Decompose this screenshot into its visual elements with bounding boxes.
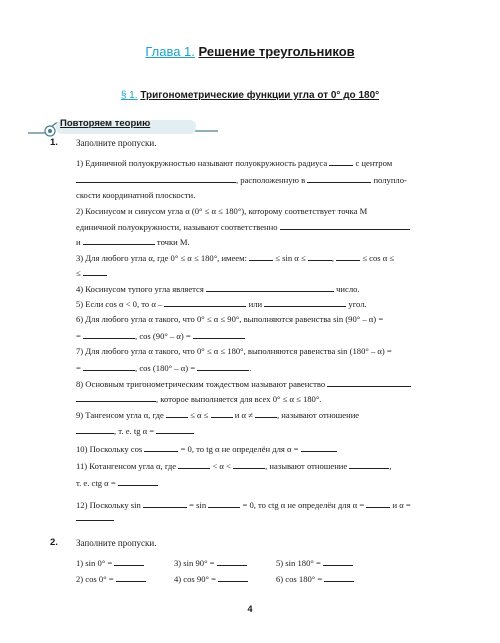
blank[interactable] [156, 425, 194, 434]
blank[interactable] [349, 460, 389, 469]
task-title: Заполните пропуски. [76, 138, 157, 148]
blank[interactable] [83, 330, 135, 339]
text-line: 1) Единичной полуокружностью называют полуокружность радиуса с центром [76, 158, 393, 168]
text-line: и точки M. [76, 237, 190, 247]
answer-item: 4) cos 90° = [174, 573, 248, 585]
blank[interactable] [83, 236, 155, 245]
blank[interactable] [166, 409, 188, 418]
section-prefix: § 1. [120, 90, 138, 101]
answer-item: 1) sin 0° = [76, 557, 144, 569]
task-number: 1. [50, 137, 58, 148]
text-line: т. е. ctg α = [76, 477, 158, 489]
banner-label: Повторяем теорию [60, 118, 151, 129]
blank[interactable] [366, 499, 390, 508]
blank[interactable] [83, 362, 135, 371]
text-line: единичной полуокружности, называют соответственно [76, 221, 410, 233]
blank[interactable] [76, 393, 156, 402]
blank[interactable] [329, 157, 353, 166]
text-line: 7) Для любого угла α такого, что 0° ≤ α ≤ 180°, выполняются равенства sin (180° – α) = [76, 346, 392, 356]
text-line: скости координатной плоскости. [76, 190, 196, 200]
text-line [76, 512, 114, 524]
blank[interactable] [178, 460, 210, 469]
blank[interactable] [76, 425, 114, 434]
text-line: , расположенную в полупло- [76, 174, 407, 186]
answer-item: 2) cos 0° = [76, 573, 146, 585]
text-line: 6) Для любого угла α такого, что 0° ≤ α ≤ 90°, выполняются равенства sin (90° – α) = [76, 314, 384, 324]
blank[interactable] [255, 409, 277, 418]
blank[interactable] [323, 557, 353, 566]
text-line: , т. е. tg α = [76, 425, 194, 437]
text-line: 9) Тангенсом угла α, где ≤ α ≤ и α ≠ , называют отношение [76, 410, 360, 420]
blank[interactable] [217, 557, 247, 566]
blank[interactable] [308, 252, 332, 261]
blank[interactable] [301, 443, 337, 452]
blank[interactable] [193, 330, 245, 339]
text-line: 4) Косинусом тупого угла является число. [76, 284, 360, 294]
text-line: 11) Котангенсом угла α, где < α < , называют отношение , [76, 461, 392, 471]
text-line: = , cos (90° – α) = [76, 330, 245, 342]
blank[interactable] [233, 460, 265, 469]
blank[interactable] [144, 443, 178, 452]
blank[interactable] [118, 477, 158, 486]
blank[interactable] [336, 252, 360, 261]
answer-item: 6) cos 180° = [276, 573, 354, 585]
blank[interactable] [211, 409, 233, 418]
blank[interactable] [76, 512, 114, 521]
chapter-title [0, 44, 500, 59]
text-line: = , cos (180° – α) = . [76, 363, 252, 373]
blank[interactable] [76, 174, 236, 183]
text-line: 2) Косинусом и синусом угла α (0° ≤ α ≤ 180°), которому соответствует точка M [76, 206, 368, 216]
blank[interactable] [164, 298, 246, 307]
text-line: 10) Поскольку cos = 0, то tg α не определён для α = [76, 443, 337, 455]
chapter-name: Решение треугольников [198, 44, 355, 59]
answer-item: 5) sin 180° = [276, 557, 353, 569]
task-title: Заполните пропуски. [76, 538, 157, 548]
chapter-prefix: Глава 1. [145, 44, 195, 59]
blank[interactable] [327, 378, 411, 387]
text-line: ≤ [76, 267, 107, 279]
blank[interactable] [218, 573, 248, 582]
blank[interactable] [114, 557, 144, 566]
text-line: 3) Для любого угла α, где 0° ≤ α ≤ 180°, имеем: ≤ sin α ≤ , ≤ cos α ≤ [76, 253, 395, 263]
text-line: 5) Если cos α < 0, то α – или угол. [76, 299, 367, 309]
blank[interactable] [197, 362, 249, 371]
text-line: 8) Основным тригонометрическим тождеством называют равенство [76, 378, 411, 390]
section-title [0, 90, 500, 101]
blank[interactable] [83, 267, 107, 276]
text-line: , которое выполняется для всех 0° ≤ α ≤ 180°. [76, 393, 321, 405]
blank[interactable] [307, 174, 371, 183]
task-number: 2. [50, 537, 58, 548]
blank[interactable] [116, 573, 146, 582]
blank[interactable] [249, 252, 273, 261]
blank[interactable] [208, 499, 240, 508]
blank[interactable] [280, 221, 410, 230]
text-line: 12) Поскольку sin = sin = 0, то ctg α не определён для α = и α = [76, 500, 411, 510]
blank[interactable] [143, 499, 187, 508]
page-number: 4 [247, 604, 253, 614]
blank[interactable] [324, 573, 354, 582]
answer-item: 3) sin 90° = [174, 557, 247, 569]
section-name: Тригонометрические функции угла от 0° до 180° [140, 90, 380, 101]
blank[interactable] [264, 298, 346, 307]
blank[interactable] [206, 283, 334, 292]
